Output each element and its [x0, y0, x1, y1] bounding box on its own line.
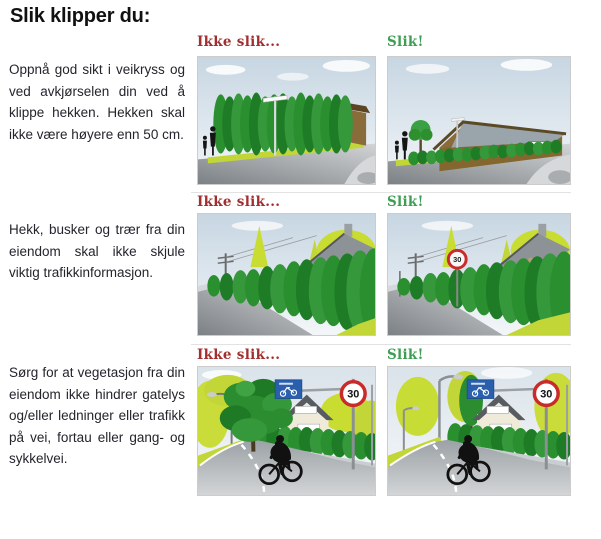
cloud-graphic: [481, 367, 532, 379]
panel-label-good-row2: Slik!: [387, 194, 424, 210]
instruction-paragraph-3: Sørg for at vegetasjon fra din eiendom ikke hindrer gatelys og/eller ledninger eller trafikk på vei, fortau eller gang- og sykkelvei.: [9, 365, 185, 466]
hedge-graphic: [213, 92, 352, 155]
speed-limit-sign: [341, 382, 365, 406]
panel-label-bad-row2: Ikke slik...: [197, 194, 281, 210]
speed-limit-sign-value: 30: [347, 388, 360, 401]
row-divider-2: [191, 344, 571, 345]
instruction-paragraph-2: Hekk, busker og trær fra din eiendom skal ikke skjule viktig trafikkinformasjon.: [9, 222, 185, 280]
speed-limit-sign-value: 30: [540, 388, 553, 401]
bike-route-sign: [467, 380, 494, 399]
row-divider-1: [191, 192, 571, 193]
illustration-row2-bad: [197, 213, 376, 336]
page-title: Slik klipper du:: [10, 5, 151, 27]
illustration-row2-good: [387, 213, 571, 336]
bike-route-sign: [275, 380, 302, 399]
illustration-row3-good: [387, 366, 571, 496]
panel-label-bad-row3: Ikke slik...: [197, 347, 281, 363]
speed-limit-sign-value: 30: [453, 255, 462, 265]
panel-label-good-row1: Slik!: [387, 34, 424, 50]
cloud-graphic: [232, 221, 283, 231]
instruction-paragraph-1: Oppnå god sikt i veikryss og ved avkjørselen din ved å klippe hekken. Hekken skal ikke være høyere enn 50 cm.: [9, 62, 185, 142]
speed-limit-sign: [534, 382, 558, 406]
illustration-row1-good: [387, 56, 571, 185]
panel-label-bad-row1: Ikke slik...: [197, 34, 281, 50]
panel-label-good-row3: Slik!: [387, 347, 424, 363]
illustration-row1-bad: [197, 56, 376, 185]
illustration-row3-bad: [197, 366, 376, 496]
cloud-graphic: [422, 221, 473, 231]
